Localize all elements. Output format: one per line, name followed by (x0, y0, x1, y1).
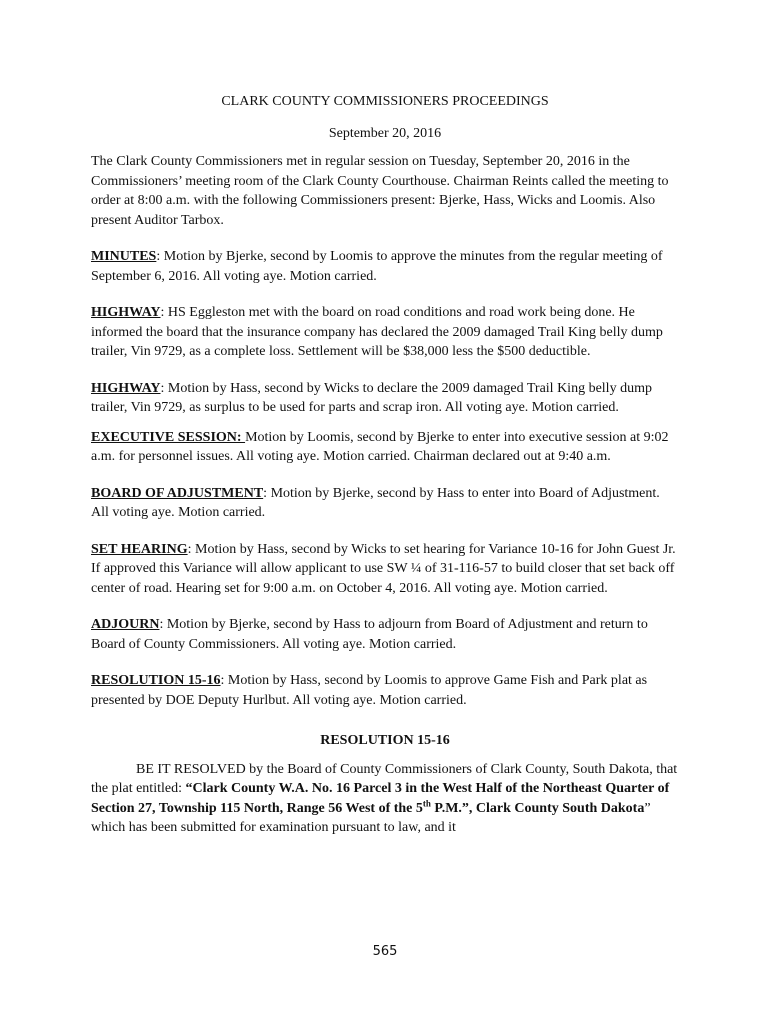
section-resolution: RESOLUTION 15-16: Motion by Hass, second by Loomis to approve Game Fish and Park plat as presented by DOE Deputy Hurlbut. All voting aye. Motion carried. (91, 673, 648, 708)
intro-paragraph: The Clark County Commissioners met in regular session on Tuesday, September 20, 2016 in the Commissioners’ meeting room of the Clark County Courthouse. Chairman Reints called the meeting to order at 8:00 a.m. with the following Commissioners present: Bjerke, Hass, Wicks and Loomis. Also present Auditor Tarbox. (91, 154, 669, 228)
section-highway-2: HIGHWAY: Motion by Hass, second by Wicks to declare the 2009 damaged Trail King belly dump trailer, Vin 9729, as surplus to be used for parts and scrap iron. All voting aye. Motion carried. (91, 380, 652, 415)
section-heading: RESOLUTION 15-16 (91, 673, 221, 688)
section-heading: EXECUTIVE SESSION: (91, 429, 246, 445)
section-executive-session (91, 428, 679, 467)
section-text: Motion by Hass, second by Loomis to approve Game Fish and Park plat as presented by DOE Deputy Hurlbut. All voting aye. Motion carried. (91, 673, 648, 708)
section-text: Motion by Bjerke, second by Hass to enter into Board of Adjustment. All voting aye. Motion carried. (91, 485, 660, 520)
section-adjourn: ADJOURN: Motion by Bjerke, second by Hass to adjourn from Board of Adjustment and return to Board of County Commissioners. All voting aye. Motion carried. (91, 617, 648, 652)
section-text: Motion by Loomis, second by Bjerke to enter into executive session at 9:02 a.m. for personnel issues. All voting aye. Motion carried. Chairman declared out at 9:40 a.m. (91, 429, 669, 464)
section-heading: SET HEARING (91, 541, 188, 557)
section-text: Motion by Hass, second by Wicks to set hearing for Variance 10-16 for John Guest Jr. If approved this Variance will allow applicant to use SW ¼ of 31-116-57 to build closer that set back off center of road. Hearing set for 9:00 a.m. on October 4, 2016. All voting aye. Motion carried. (91, 541, 676, 596)
section-heading: MINUTES (91, 249, 157, 264)
section-text: Motion by Bjerke, second by Hass to adjourn from Board of Adjustment and return to Board of County Commissioners. All voting aye. Motion carried. (91, 617, 648, 652)
page-number: 565 (372, 944, 398, 959)
resolution-title: RESOLUTION 15-16 (320, 733, 450, 748)
resolution-paragraph: BE IT RESOLVED by the Board of County Commissioners of Clark County, South Dakota, that the plat entitled: “Clark County W.A. No. 16 Parcel 3 in the West Half of the Northeast Quarter of Section 27, Township 115 North, Range 56 West of the 5th P.M.”, Clark County South Dakota” which has been submitted for examination pursuant to law, and it (91, 761, 678, 835)
section-text: Motion by Hass, second by Wicks to declare the 2009 damaged Trail King belly dump trailer, Vin 9729, as surplus to be used for parts and scrap iron. All voting aye. Motion carried. (91, 380, 652, 415)
section-minutes: MINUTES: Motion by Bjerke, second by Loomis to approve the minutes from the regular meeting of September 6, 2016. All voting aye. Motion carried. (91, 249, 663, 284)
section-heading: HIGHWAY (91, 380, 161, 396)
plat-title: “Clark County W.A. No. 16 Parcel 3 in the West Half of the Northeast Quarter of Section 27, Township 115 North, Range 56 West of the 5th P.M.”, Clark County South Dakota (91, 781, 670, 816)
section-heading: ADJOURN (91, 617, 160, 632)
page-title: CLARK COUNTY COMMISSIONERS PROCEEDINGS (221, 94, 549, 109)
section-text: HS Eggleston met with the board on road conditions and road work being done. He informed the board that the insurance company has declared the 2009 damaged Trail King belly dump trailer, Vin 9729, as a complete loss. Settlement will be $38,000 less the $500 deductible. (91, 305, 663, 359)
section-set-hearing: SET HEARING: Motion by Hass, second by Wicks to set hearing for Variance 10-16 for John Guest Jr. If approved this Variance will allow applicant to use SW ¼ of 31-116-57 to build closer that set back off center of road. Hearing set for 9:00 a.m. on October 4, 2016. All voting aye. Motion carried. (91, 541, 676, 596)
section-text: Motion by Bjerke, second by Loomis to approve the minutes from the regular meeting of September 6, 2016. All voting aye. Motion carried. (91, 249, 663, 284)
section-board-of-adjustment: BOARD OF ADJUSTMENT: Motion by Bjerke, second by Hass to enter into Board of Adjustment. All voting aye. Motion carried. (91, 485, 660, 520)
meeting-date: September 20, 2016 (328, 125, 442, 141)
section-highway-1: HIGHWAY: HS Eggleston met with the board on road conditions and road work being done. He informed the board that the insurance company has declared the 2009 damaged Trail King belly dump trailer, Vin 9729, as a complete loss. Settlement will be $38,000 less the $500 deductible. (91, 305, 663, 359)
section-heading: HIGHWAY (91, 305, 161, 320)
section-heading: BOARD OF ADJUSTMENT (91, 485, 264, 501)
document-page (91, 92, 679, 838)
